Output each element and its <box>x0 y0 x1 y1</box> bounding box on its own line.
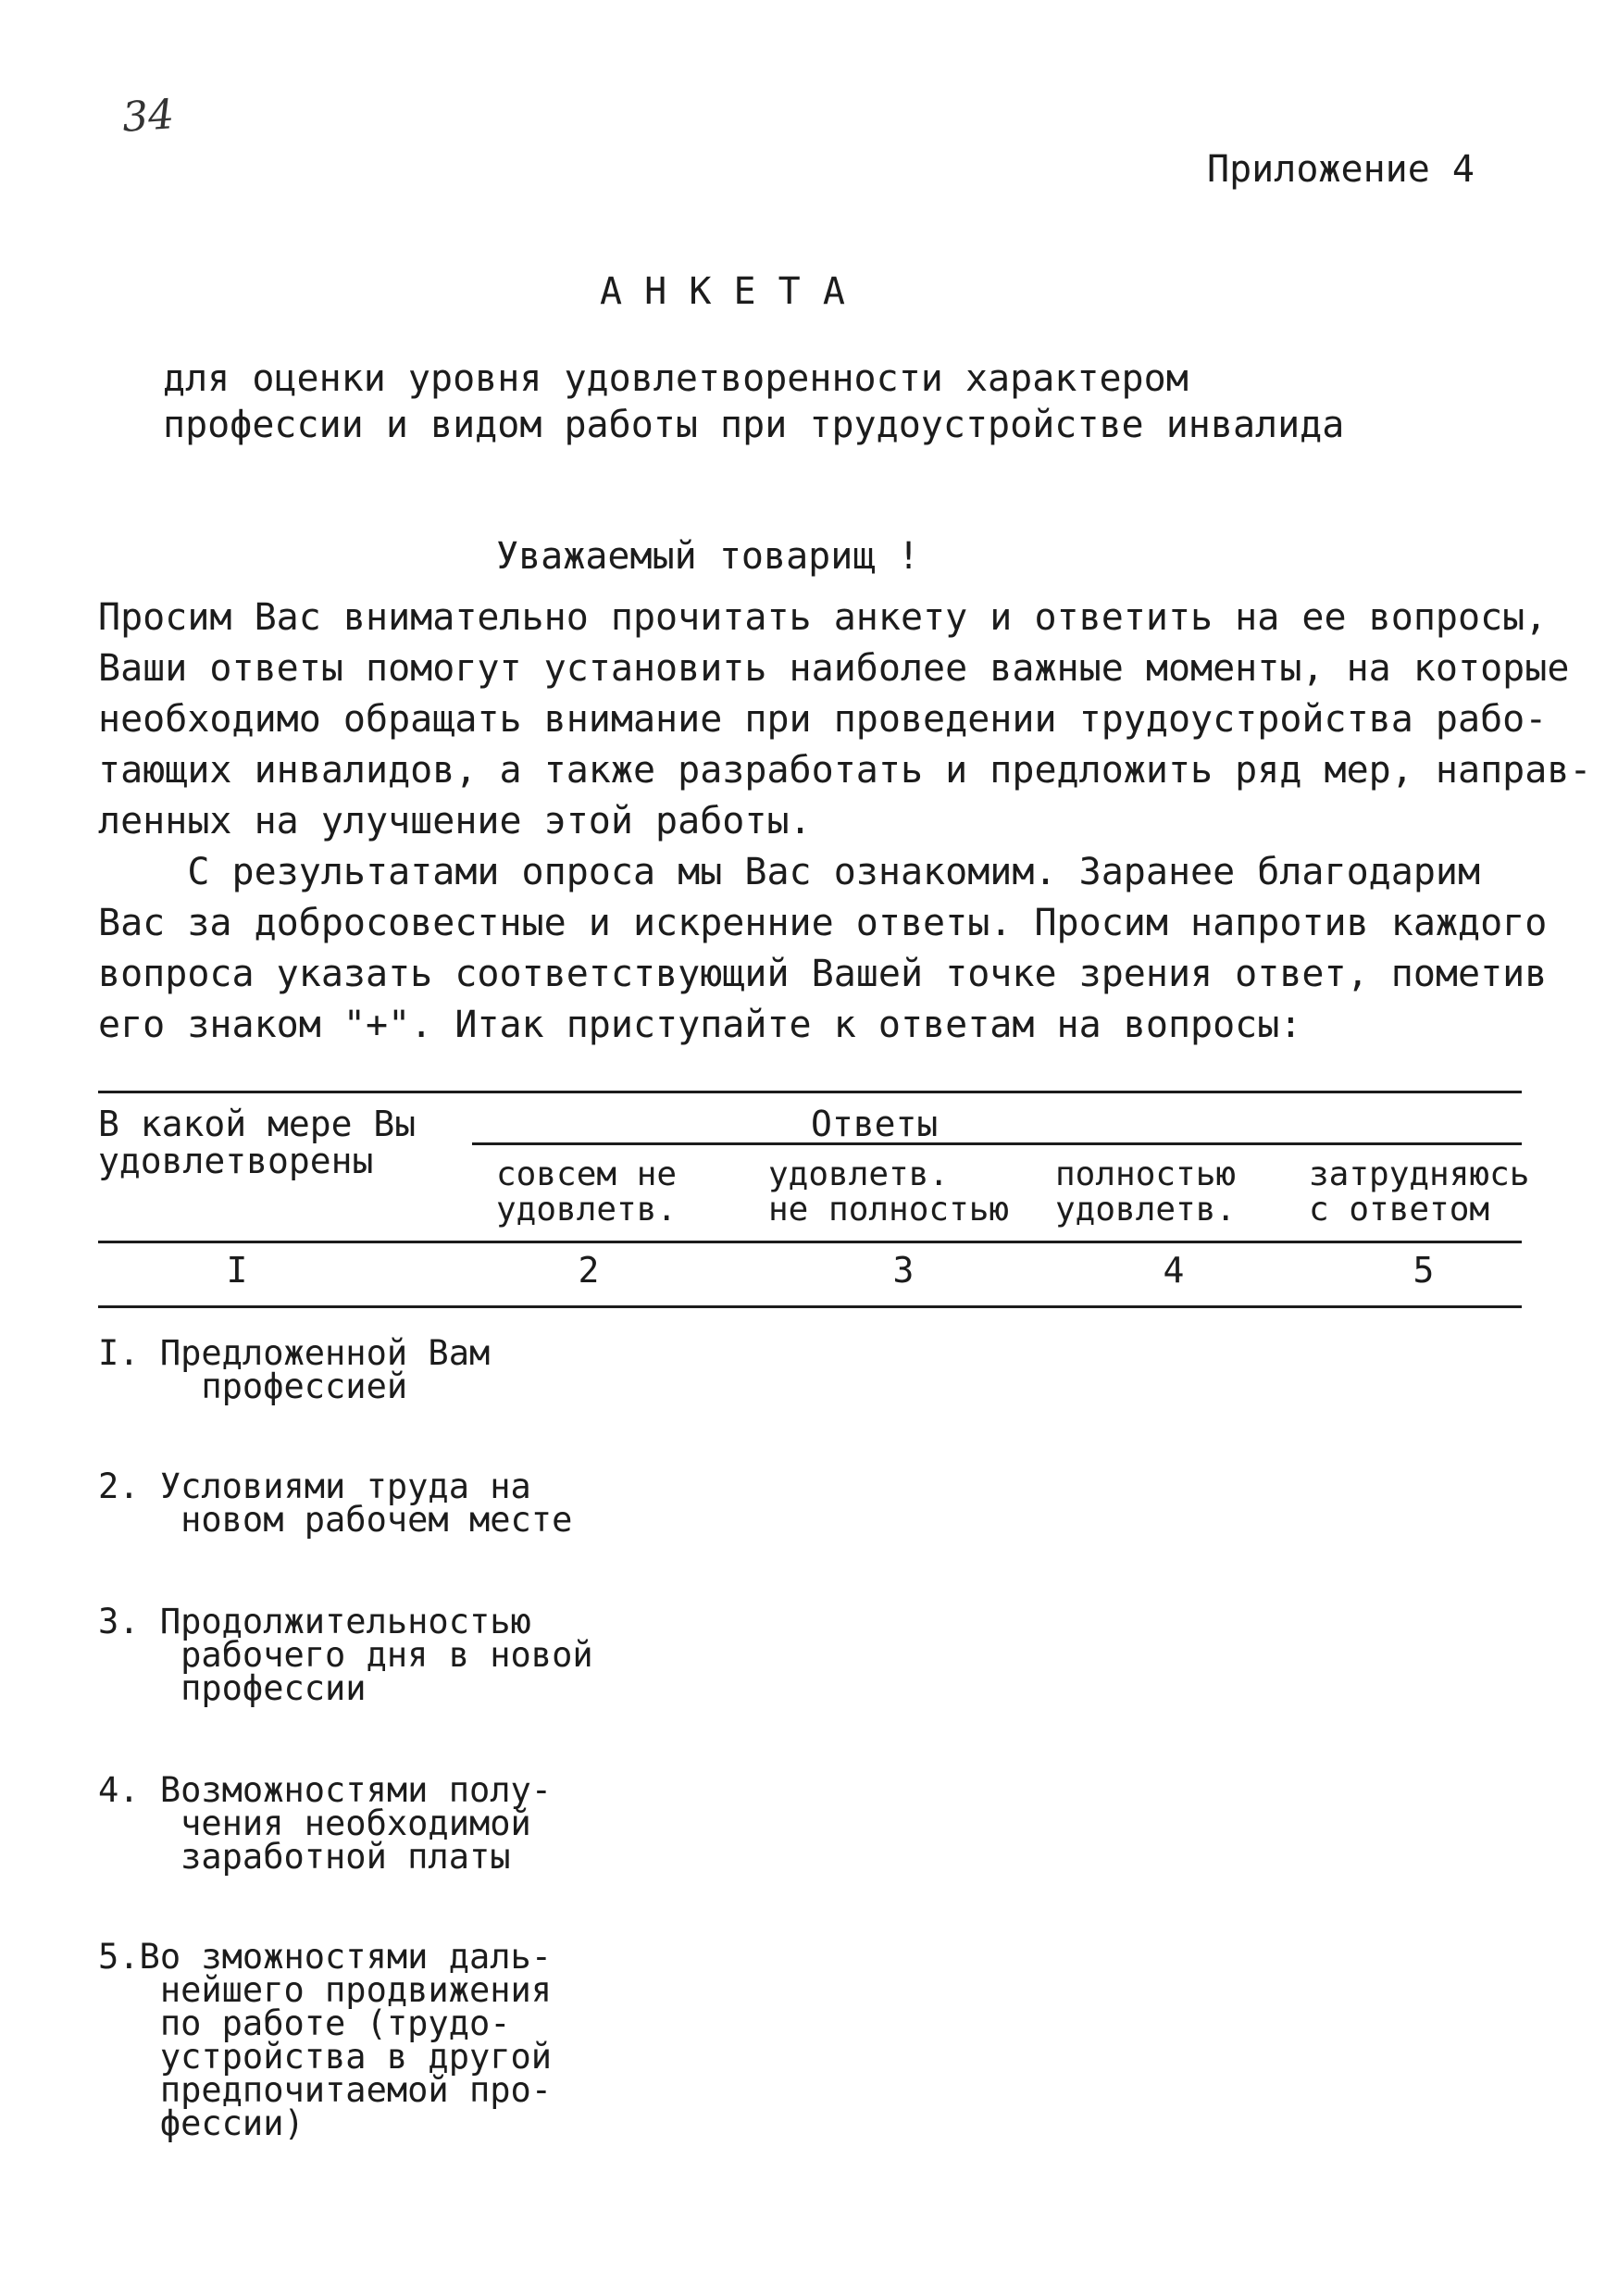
column-number-1: I <box>226 1250 248 1291</box>
appendix-label: Приложение 4 <box>1207 148 1475 191</box>
handwritten-page-number: 34 <box>120 91 176 142</box>
question-4: 4. Возможностями полу- чения необходимой заработной платы <box>98 1770 553 1877</box>
question-5: 5.Во зможностями даль- нейшего продвижения по работе (трудо- устройства в другой предпочитаемой про- фессии) <box>98 1937 553 2143</box>
answer-header-partly-satisfied: удовлетв. не полностью <box>768 1155 1010 1229</box>
numbers-bottom-rule <box>98 1305 1522 1308</box>
column-number-4: 4 <box>1163 1250 1185 1291</box>
instructions-line-3: вопроса указать соответствующий Вашей точке зрения ответ, пометив <box>98 953 1548 995</box>
intro-line-1: Просим Вас внимательно прочитать анкету и ответить на ее вопросы, <box>98 596 1548 639</box>
column-number-3: 3 <box>892 1250 915 1291</box>
intro-line-4: тающих инвалидов, а также разработать и предложить ряд мер, направ- <box>98 749 1592 792</box>
answers-group-header: Ответы <box>811 1104 939 1144</box>
greeting: Уважаемый товарищ ! <box>496 535 920 578</box>
column-number-2: 2 <box>578 1250 600 1291</box>
question-3: 3. Продолжительностью рабочего дня в новой профессии <box>98 1602 593 1708</box>
table-top-rule <box>98 1091 1522 1093</box>
document-title: А Н К Е Т А <box>600 270 845 313</box>
instructions-line-4: его знаком "+". Итак приступайте к ответам на вопросы: <box>98 1004 1302 1046</box>
intro-line-5: ленных на улучшение этой работы. <box>98 800 812 842</box>
subtitle-line-1: для оценки уровня удовлетворенности характером <box>163 357 1189 400</box>
answer-header-no-answer: затрудняюсь с ответом <box>1309 1155 1530 1229</box>
instructions-line-1: С результатами опроса мы Вас ознакомим. Заранее благодарим <box>98 851 1481 893</box>
question-2: 2. Условиями труда на новом рабочем месте <box>98 1466 573 1540</box>
instructions-line-2: Вас за добросовестные и искренние ответы. Просим напротив каждого <box>98 902 1548 944</box>
answer-header-not-satisfied: совсем не удовлетв. <box>496 1155 678 1229</box>
question-column-header: В какой мере Вы удовлетворены <box>98 1104 417 1181</box>
question-1: I. Предложенной Вам профессией <box>98 1333 491 1406</box>
answers-header-rule <box>472 1142 1522 1145</box>
intro-line-2: Ваши ответы помогут установить наиболее важные моменты, на которые <box>98 647 1570 690</box>
intro-line-3: необходимо обращать внимание при проведении трудоустройства рабо- <box>98 698 1548 741</box>
header-bottom-rule <box>98 1241 1522 1243</box>
column-number-5: 5 <box>1413 1250 1435 1291</box>
subtitle-line-2: профессии и видом работы при трудоустройстве инвалида <box>163 404 1345 446</box>
answer-header-fully-satisfied: полностью удовлетв. <box>1055 1155 1237 1229</box>
